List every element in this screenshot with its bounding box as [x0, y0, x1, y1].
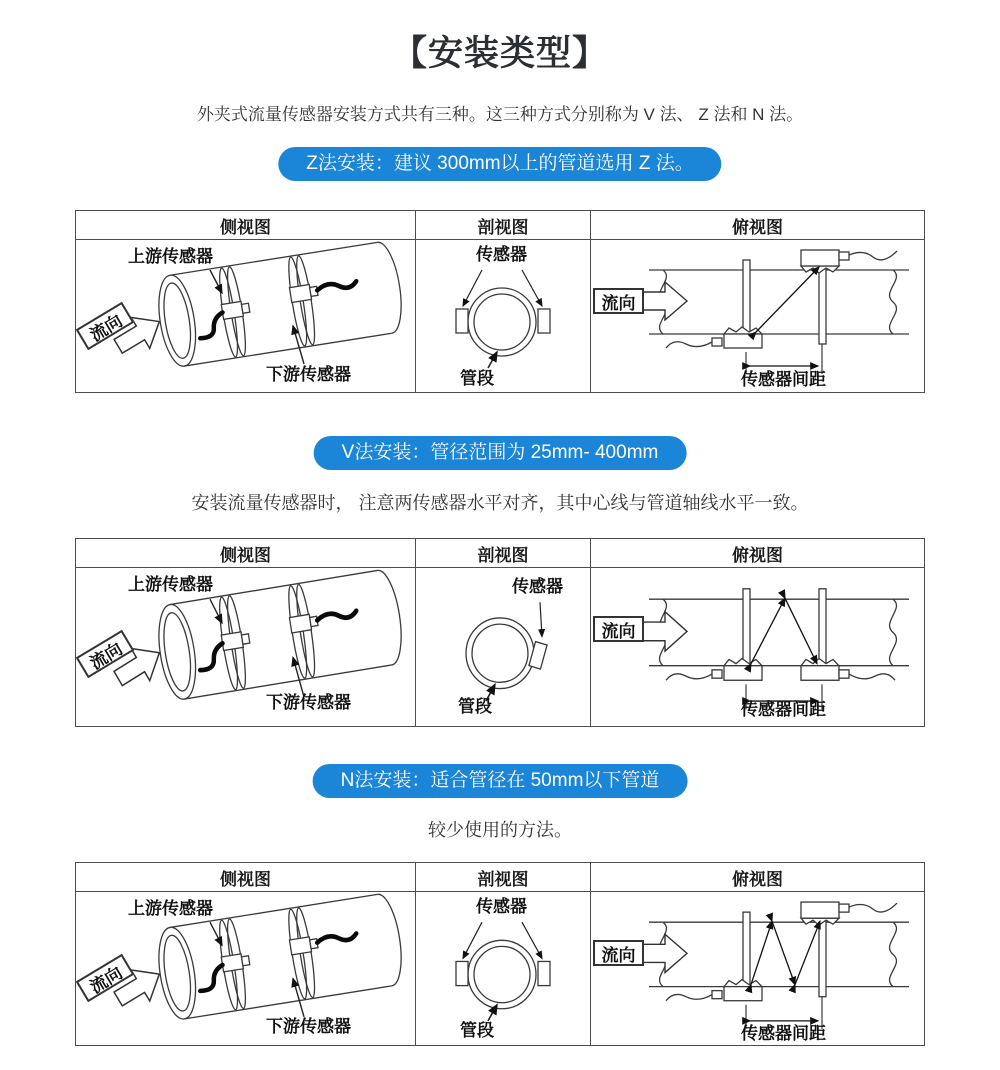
- upstream-sensor-label: 上游传感器: [128, 247, 213, 266]
- z-section-view-diagram: [416, 240, 591, 392]
- header-top-view: 俯视图: [732, 869, 783, 889]
- pipe-segment-label: 管段: [460, 369, 494, 388]
- n-section-view-diagram: [416, 892, 591, 1045]
- v-top-view-diagram: [591, 568, 924, 726]
- banner-n-method: N法安装：适合管径在 50mm以下管道: [313, 764, 688, 798]
- n-side-view-diagram: [76, 892, 416, 1045]
- header-section-view: 剖视图: [416, 863, 591, 891]
- pipe-section-drawing: [416, 568, 590, 726]
- page-title: 【安装类型】: [391, 34, 608, 73]
- table-n-header-row: [76, 863, 924, 892]
- table-v-header-row: [76, 539, 924, 568]
- flow-direction-label: 流向: [76, 630, 134, 678]
- v-side-view-diagram: [76, 568, 416, 726]
- header-side-view: 侧视图: [76, 539, 416, 567]
- upstream-sensor-label: 上游传感器: [128, 575, 213, 594]
- upstream-sensor-label: 上游传感器: [128, 899, 213, 918]
- n-top-view-diagram: [591, 892, 924, 1045]
- sensor-spacing-label: 传感器间距: [741, 370, 826, 389]
- downstream-sensor-label: 下游传感器: [266, 693, 351, 712]
- header-side-view: 侧视图: [76, 211, 416, 239]
- intro-text: 外夹式流量传感器安装方式共有三种。这三种方式分别称为 V 法、 Z 法和 N 法。: [196, 105, 804, 124]
- table-z-method: [75, 210, 925, 393]
- header-top-view: 俯视图: [732, 545, 783, 565]
- header-section-view: 剖视图: [416, 211, 591, 239]
- z-top-view-diagram: [591, 240, 924, 392]
- header-top-view: 俯视图: [732, 217, 783, 237]
- v-section-view-diagram: [416, 568, 591, 726]
- sensor-label: 传感器: [476, 245, 527, 264]
- table-z-header-row: [76, 211, 924, 240]
- sensor-label: 传感器: [512, 577, 563, 596]
- sensor-spacing-label: 传感器间距: [741, 1024, 826, 1043]
- sensor-spacing-label: 传感器间距: [741, 700, 826, 719]
- header-section-view: 剖视图: [416, 539, 591, 567]
- flow-direction-label: 流向: [76, 302, 134, 350]
- n-method-note: 较少使用的方法。: [428, 820, 572, 840]
- flow-direction-label: 流向: [593, 288, 644, 314]
- sensor-label: 传感器: [476, 897, 527, 916]
- banner-z-method: Z法安装：建议 300mm以上的管道选用 Z 法。: [278, 147, 721, 181]
- z-side-view-diagram: [76, 240, 416, 392]
- pipe-top-view-drawing: [591, 892, 924, 1045]
- flow-direction-label: 流向: [593, 616, 644, 642]
- flow-direction-label: 流向: [593, 940, 644, 966]
- header-side-view: 侧视图: [76, 863, 416, 891]
- banner-v-method: V法安装：管径范围为 25mm- 400mm: [314, 436, 687, 470]
- pipe-segment-label: 管段: [458, 697, 492, 716]
- table-v-method: [75, 538, 925, 727]
- table-n-method: [75, 862, 925, 1046]
- downstream-sensor-label: 下游传感器: [266, 365, 351, 384]
- downstream-sensor-label: 下游传感器: [266, 1017, 351, 1036]
- flow-direction-label: 流向: [76, 954, 134, 1002]
- pipe-segment-label: 管段: [460, 1021, 494, 1040]
- v-method-note: 安装流量传感器时， 注意两传感器水平对齐，其中心线与管道轴线水平一致。: [191, 493, 809, 513]
